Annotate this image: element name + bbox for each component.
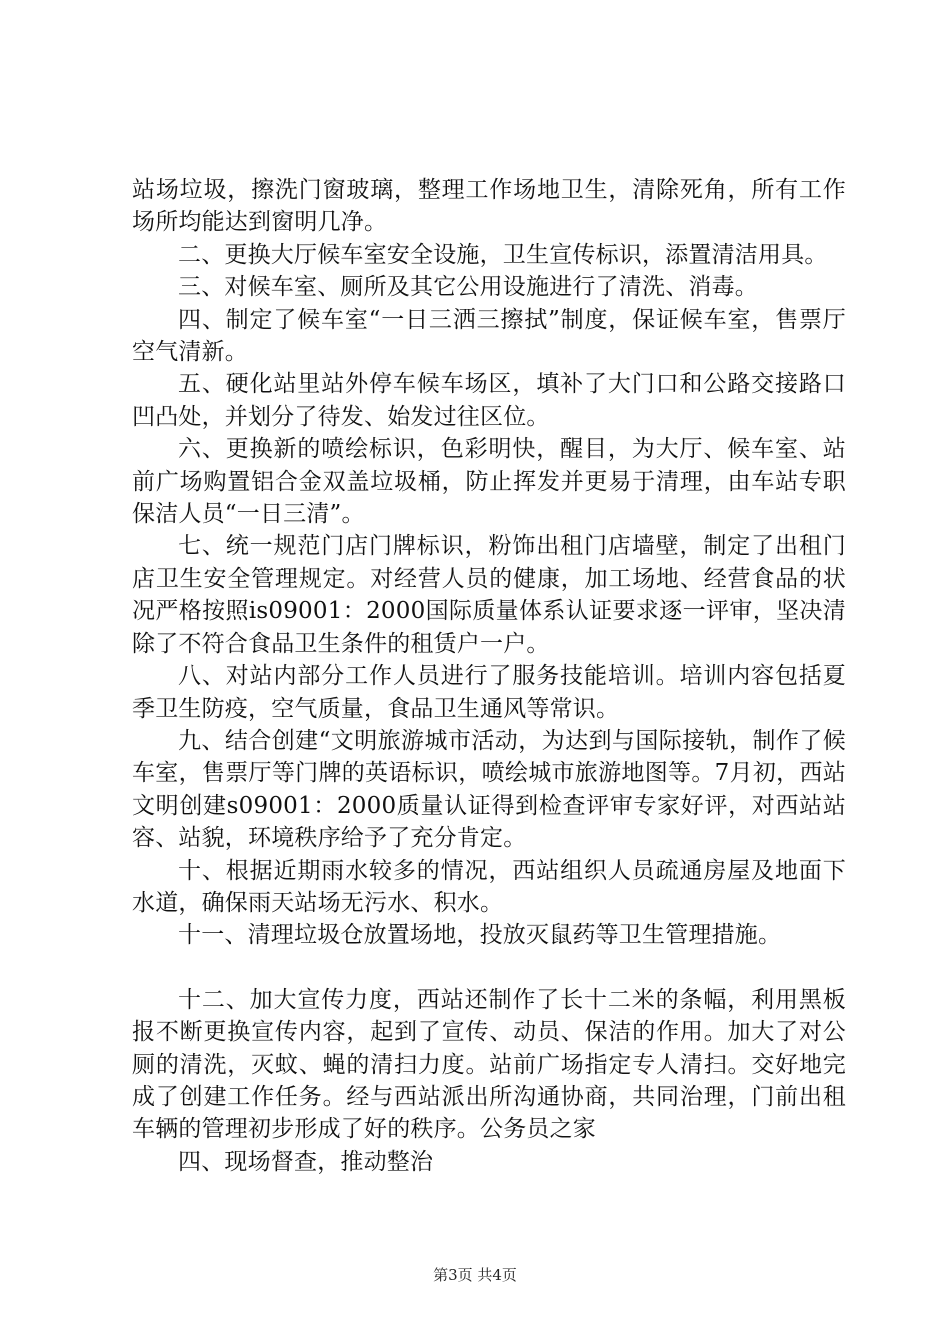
paragraph-item-6: 六、更换新的喷绘标识，色彩明快，醒目，为大厅、候车室、站前广场购置铝合金双盖垃圾桶，防止挥发并更易于清理，由车站专职保洁人员“一日三清”。: [132, 436, 846, 528]
paragraph-item-7: 七、统一规范门店门牌标识，粉饰出租门店墙壁，制定了出租门店卫生安全管理规定。对经营人员的健康，加工场地、经营食品的状况严格按照is09001：2000国际质量体系认证要求逐一评审，坚决清除了不符合食品卫生条件的租赁户一户。: [132, 533, 846, 657]
paragraph-item-2: 二、更换大厅候车室安全设施，卫生宣传标识，添置清洁用具。: [178, 241, 828, 268]
paragraph-continuation: 站场垃圾，擦洗门窗玻璃，整理工作场地卫生，清除死角，所有工作场所均能达到窗明几净。: [132, 177, 846, 236]
paragraph-item-9: 九、结合创建“文明旅游城市活动，为达到与国际接轨，制作了候车室，售票厅等门牌的英语标识，喷绘城市旅游地图等。7月初，西站文明创建s09001：2000质量认证得到检查评审专家好评，对西站站容、站貌，环境秩序给予了充分肯定。: [132, 727, 846, 852]
page-number-footer: 第3页 共4页: [433, 1266, 517, 1284]
paragraph-item-3: 三、对候车室、厕所及其它公用设施进行了清洗、消毒。: [178, 274, 758, 301]
paragraph-item-5: 五、硬化站里站外停车候车场区，填补了大门口和公路交接路口凹凸处，并划分了待发、始发过往区位。: [132, 371, 846, 430]
section-heading: 四、现场督查，推动整治: [178, 1148, 434, 1175]
paragraph-item-8: 八、对站内部分工作人员进行了服务技能培训。培训内容包括夏季卫生防疫，空气质量，食品卫生通风等常识。: [132, 663, 846, 722]
paragraph-item-12: 十二、加大宣传力度，西站还制作了长十二米的条幅，利用黑板报不断更换宣传内容，起到了宣传、动员、保洁的作用。加大了对公厕的清洗，灭蚊、蝇的清扫力度。站前广场指定专人清扫。交好地完成了创建工作任务。经与西站派出所沟通协商，共同治理，门前出租车辆的管理初步形成了好的秩序。公务员之家: [132, 986, 846, 1143]
paragraph-item-4: 四、制定了候车室“一日三洒三擦拭”制度，保证候车室，售票厅空气清新。: [132, 306, 846, 366]
document-body: [132, 174, 846, 1178]
paragraph-item-11: 十一、清理垃圾仓放置场地，投放灭鼠药等卫生管理措施。: [178, 922, 782, 949]
paragraph-item-10: 十、根据近期雨水较多的情况，西站组织人员疏通房屋及地面下水道，确保雨天站场无污水、积水。: [132, 857, 846, 916]
